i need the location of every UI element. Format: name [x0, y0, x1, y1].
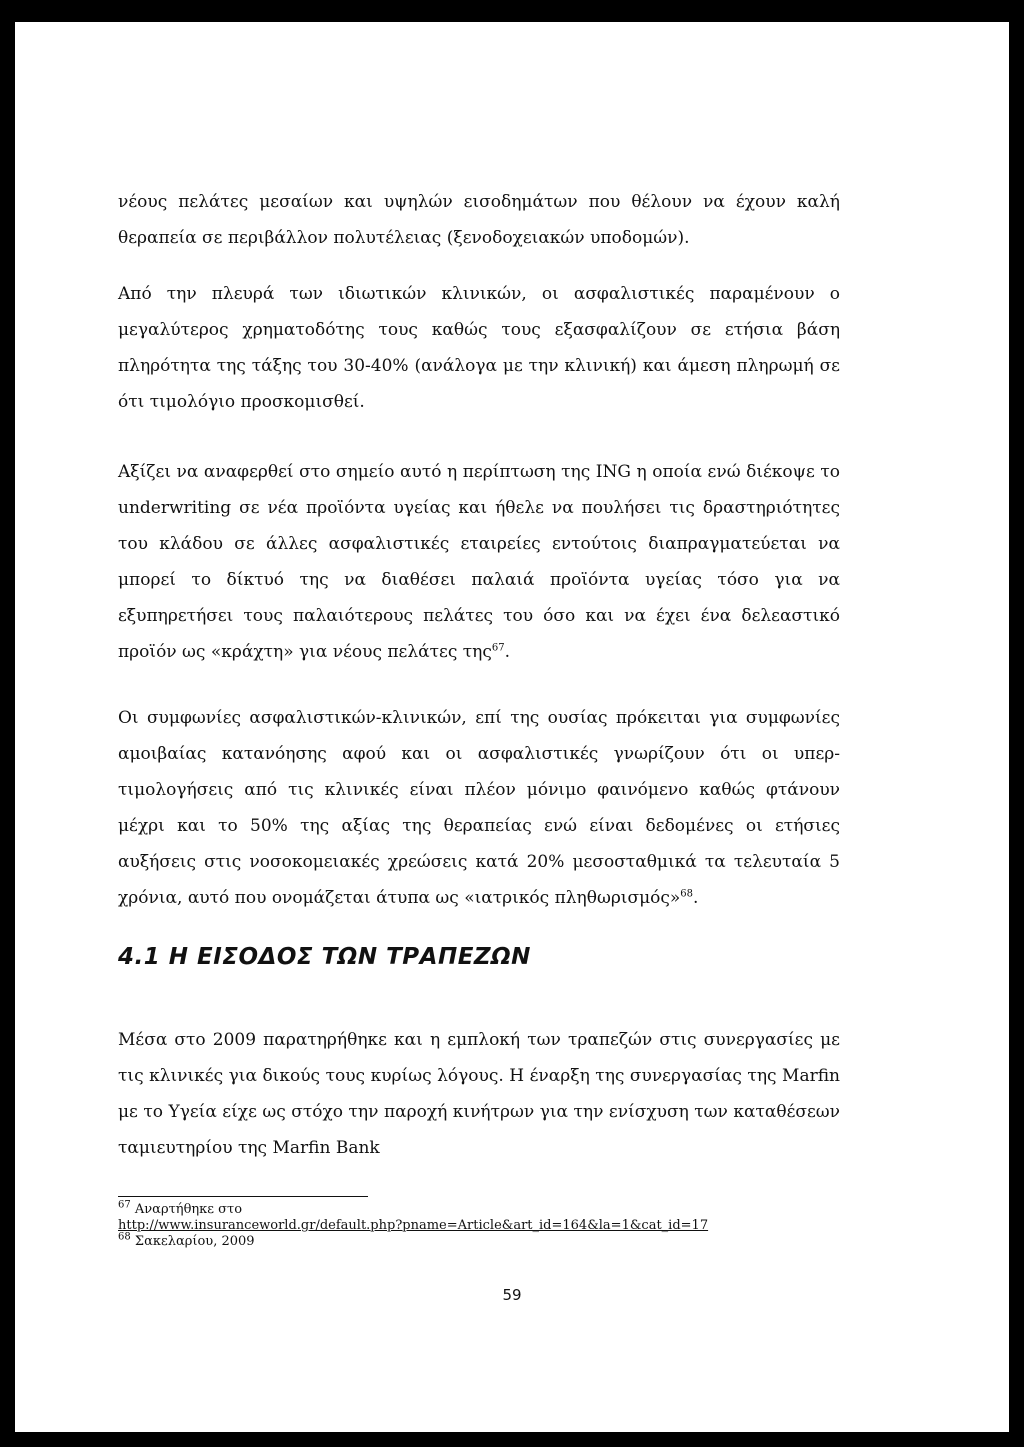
- paragraph-agreements: [118, 700, 840, 916]
- page-number: 59: [502, 1286, 522, 1304]
- paragraph-4-tail: .: [693, 888, 699, 908]
- footnote-67-text: Αναρτήθηκε στο: [134, 1202, 243, 1217]
- footnote-68: [118, 1231, 708, 1250]
- footnote-ref-67[interactable]: 67: [491, 642, 505, 654]
- paragraph-1-text: νέους πελάτες μεσαίων και υψηλών εισοδημάτων που θέλουν να έχουν καλή θεραπεία σε περιβάλλον πολυτέλειας (ξενοδοχειακών υποδομών).: [118, 192, 840, 248]
- paragraph-continuation: [118, 184, 840, 256]
- paragraph-banks-entry: [118, 1022, 840, 1166]
- paragraph-3-tail: .: [504, 642, 510, 662]
- footnote-divider: [118, 1196, 368, 1197]
- footnote-67-link-line: [118, 1218, 708, 1234]
- body-text-top: [118, 184, 840, 916]
- footnote-marker-68: 68: [118, 1231, 131, 1243]
- body-text-section: [118, 1022, 840, 1166]
- paragraph-2-text: Από την πλευρά των ιδιωτικών κλινικών, οι ασφαλιστικές παραμένουν ο μεγαλύτερος χρηματοδότης τους καθώς τους εξασφαλίζουν σε ετήσια βάση πληρότητα της τάξης του 30-40% (ανάλογα με την κλινική) και άμεση πληρωμή σε ότι τιμολόγιο προσκομισθεί.: [118, 284, 840, 412]
- footnote-marker-67: 67: [118, 1199, 131, 1211]
- footnotes: [118, 1199, 709, 1250]
- footnote-67-link[interactable]: http://www.insuranceworld.gr/default.php?pname=Article&art_id=164&la=1&cat_id=17: [118, 1218, 709, 1233]
- paragraph-3-text: Αξίζει να αναφερθεί στο σημείο αυτό η περίπτωση της ING η οποία ενώ διέκοψε το underwriting σε νέα προϊόντα υγείας και ήθελε να πουλήσει τις δραστηριότητες του κλάδου σε άλλες ασφαλιστικές εταιρείες εντούτοις διαπραγματεύεται να μπορεί το δίκτυό της να διαθέσει παλαιά προϊόντα υγείας τόσο για να εξυπηρετήσει τους παλαιότερους πελάτες του όσο και να έχει ένα δελεαστικό προϊόν ως «κράχτη» για νέους πελάτες της: [118, 462, 840, 662]
- section-heading: 4.1 Η ΕΙΣΟΔΟΣ ΤΩΝ ΤΡΑΠΕΖΩΝ: [118, 944, 531, 970]
- paragraph-5-text: Μέσα στο 2009 παρατηρήθηκε και η εμπλοκή των τραπεζών στις συνεργασίες με τις κλινικές για δικούς τους κυρίως λόγους. Η έναρξη της συνεργασίας της Marfin με το Υγεία είχε ως στόχο την παροχή κινήτρων για την ενίσχυση των καταθέσεων ταμιευτηρίου της Marfin Bank: [118, 1030, 840, 1158]
- paragraph-4-text: Οι συμφωνίες ασφαλιστικών-κλινικών, επί της ουσίας πρόκειται για συμφωνίες αμοιβαίας κατανόησης αφού και οι ασφαλιστικές γνωρίζουν ότι οι υπερ-τιμολογήσεις από τις κλινικές είναι πλέον μόνιμο φαινόμενο καθώς φτάνουν μέχρι και το 50% της αξίας της θεραπείας ενώ είναι δεδομένες οι ετήσιες αυξήσεις στις νοσοκομειακές χρεώσεις κατά 20% μεσοσταθμικά τα τελευταία 5 χρόνια, αυτό που ονομάζεται άτυπα ως «ιατρικός πληθωρισμός»: [118, 708, 840, 908]
- paragraph-private-clinics: [118, 276, 840, 420]
- paragraph-ing-case: [118, 454, 840, 670]
- footnote-68-text: Σακελαρίου, 2009: [134, 1234, 255, 1249]
- footnote-67: [118, 1199, 708, 1218]
- footnote-ref-68[interactable]: 68: [680, 888, 694, 900]
